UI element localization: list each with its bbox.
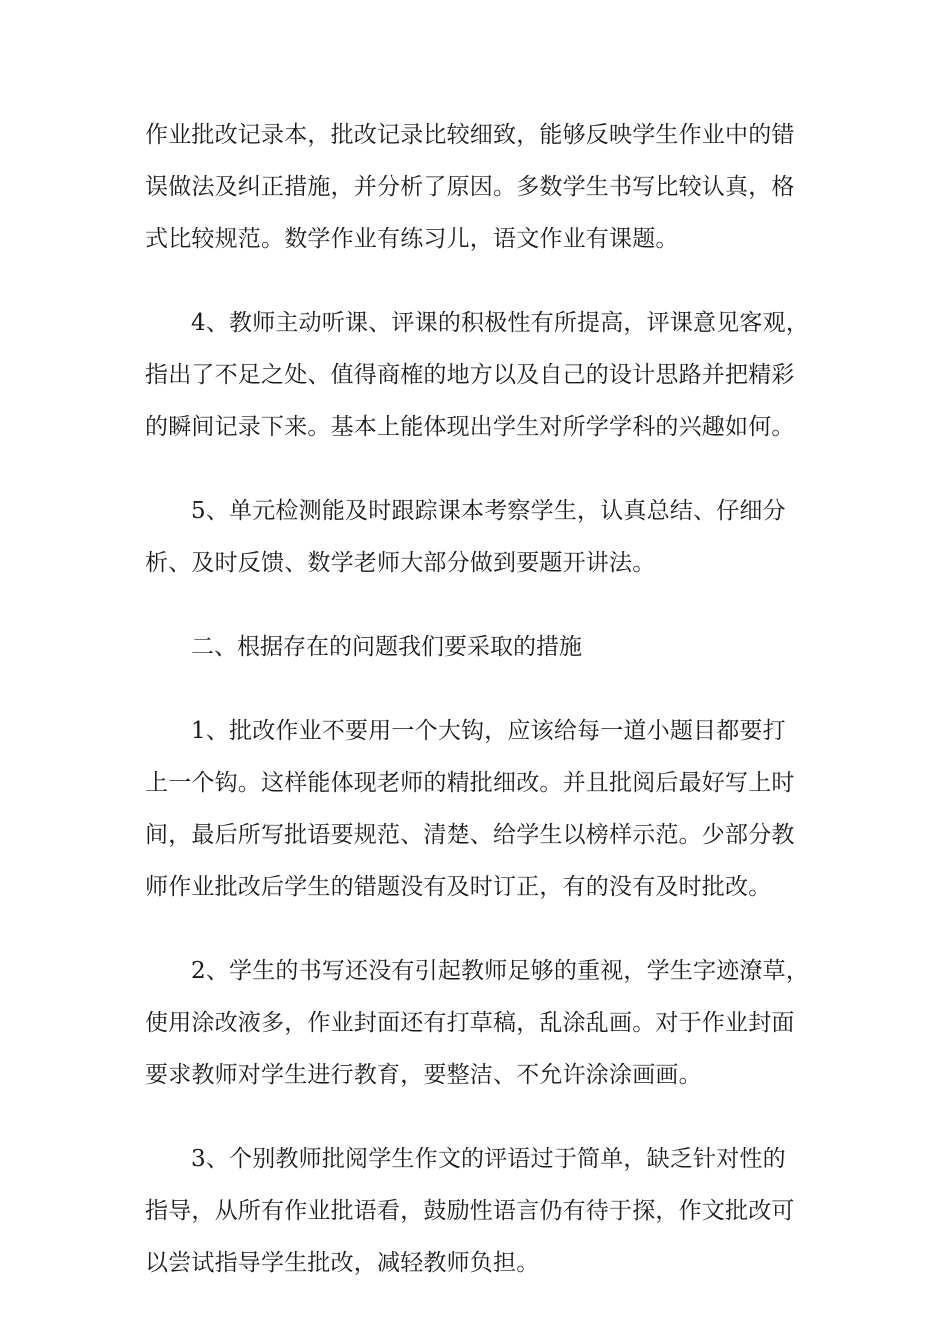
text-line: 1、批改作业不要用一个大钩，应该给每一道小题目都要打 xyxy=(191,718,786,744)
text-line: 指导，从所有作业批语看，鼓励性语言仍有待于探，作文批改可 xyxy=(145,1198,795,1224)
text-line: 作业批改记录本，批改记录比较细致，能够反映学生作业中的错 xyxy=(145,122,795,148)
text-line: 要求教师对学生进行教育，要整洁、不允许涂涂画画。 xyxy=(145,1062,702,1088)
paragraph-item-4 xyxy=(145,297,810,453)
document-page xyxy=(145,109,810,1321)
text-line: 上一个钩。这样能体现老师的精批细改。并且批阅后最好写上时 xyxy=(145,770,795,796)
text-line: 以尝试指导学生批改，减轻教师负担。 xyxy=(145,1250,540,1276)
text-line: 5、单元检测能及时跟踪课本考察学生，认真总结、仔细分 xyxy=(191,498,786,524)
text-line: 式比较规范。数学作业有练习儿，语文作业有课题。 xyxy=(145,226,679,252)
text-line: 误做法及纠正措施，并分析了原因。多数学生书写比较认真，格 xyxy=(145,174,795,200)
paragraph-item-5 xyxy=(145,485,807,589)
text-line: 析、及时反馈、数学老师大部分做到要题开讲法。 xyxy=(145,550,656,576)
paragraph-measure-3 xyxy=(145,1133,807,1289)
text-line: 的瞬间记录下来。基本上能体现出学生对所学学科的兴趣如何。 xyxy=(145,414,795,440)
paragraph-measure-2 xyxy=(145,945,810,1101)
text-line: 2、学生的书写还没有引起教师足够的重视，学生字迹潦草， xyxy=(191,958,810,984)
section-heading: 二、根据存在的问题我们要采取的措施 xyxy=(191,634,582,660)
paragraph-measure-1 xyxy=(145,705,807,913)
text-line: 3、个别教师批阅学生作文的评语过于简单，缺乏针对性的 xyxy=(191,1146,786,1172)
text-line: 4、教师主动听课、评课的积极性有所提高，评课意见客观， xyxy=(191,310,810,336)
paragraph-homework-records xyxy=(145,109,807,265)
text-line: 间，最后所写批语要规范、清楚、给学生以榜样示范。少部分教 xyxy=(145,822,795,848)
text-line: 师作业批改后学生的错题没有及时订正，有的没有及时批改。 xyxy=(145,874,772,900)
text-line: 使用涂改液多，作业封面还有打草稿，乱涂乱画。对于作业封面 xyxy=(145,1010,795,1036)
text-line: 指出了不足之处、值得商榷的地方以及自己的设计思路并把精彩 xyxy=(145,362,795,388)
